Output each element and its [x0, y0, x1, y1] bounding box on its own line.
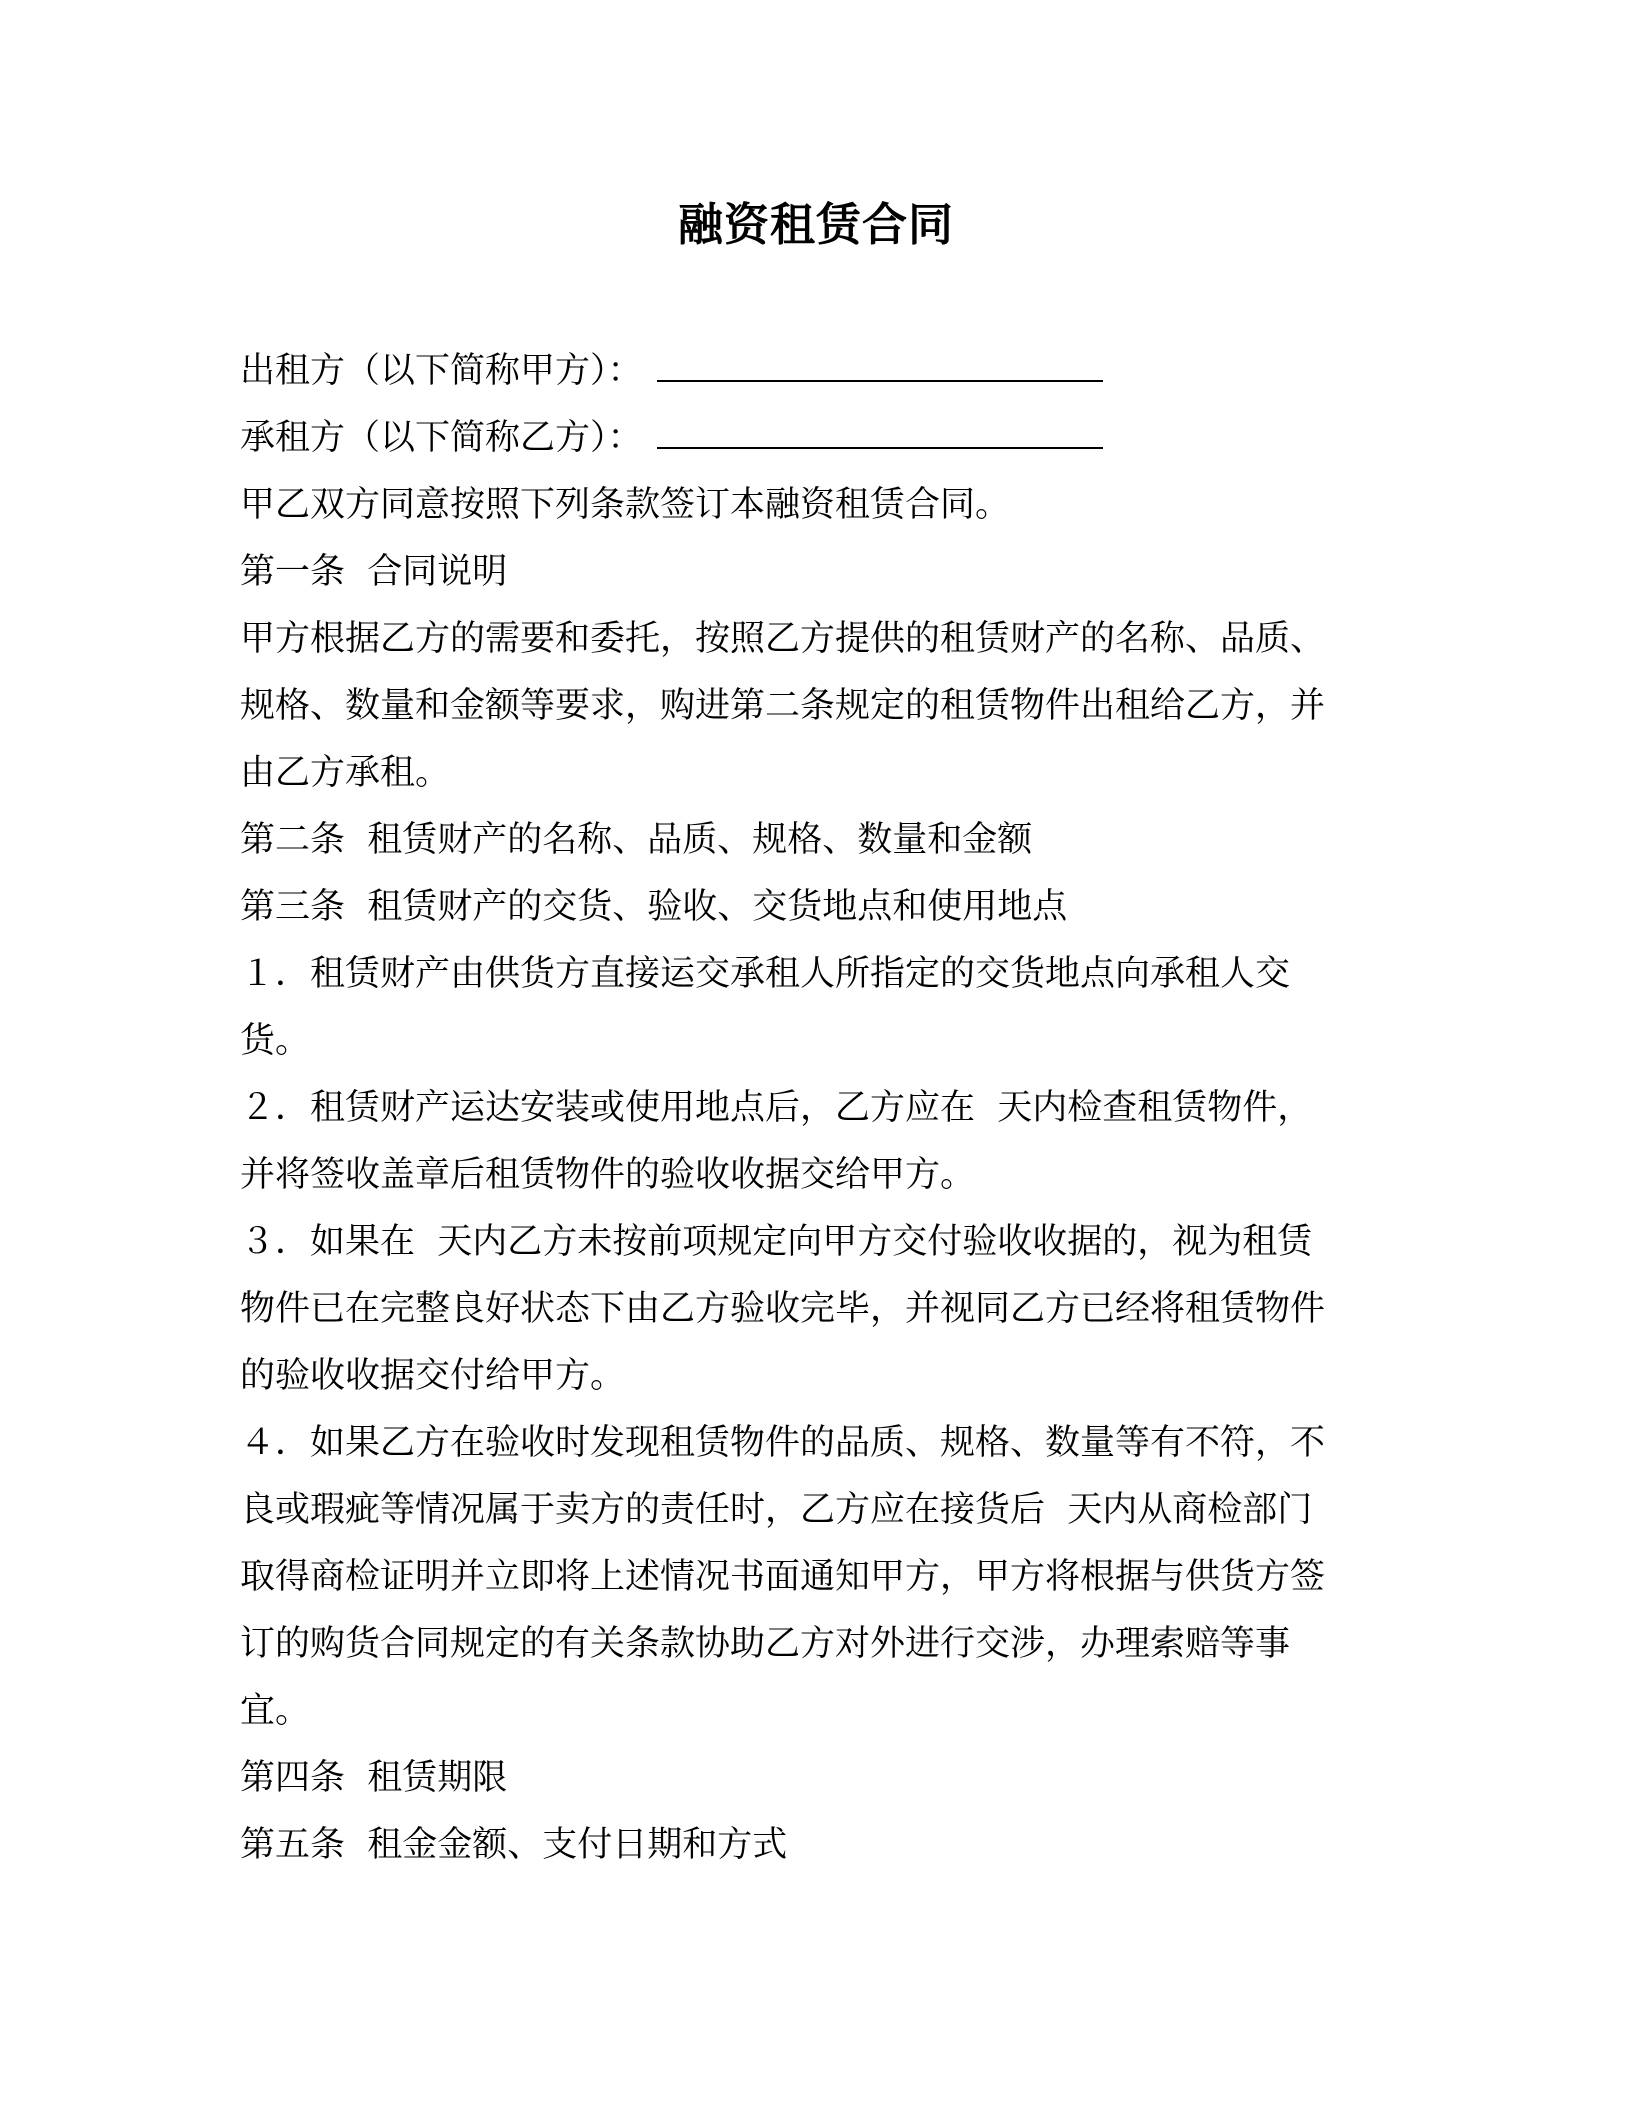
intro-line: 甲乙双方同意按照下列条款签订本融资租赁合同。 [240, 485, 1011, 525]
lessee-blank [657, 407, 1103, 449]
body-line: 第五条 租金金额、支付日期和方式 [240, 1825, 788, 1865]
body-line: 第四条 租赁期限 [240, 1758, 508, 1798]
body-line: ４．如果乙方在验收时发现租赁物件的品质、规格、数量等有不符，不 [240, 1423, 1326, 1463]
body-line: 物件已在完整良好状态下由乙方验收完毕，并视同乙方已经将租赁物件 [240, 1289, 1326, 1329]
body-line: ２．租赁财产运达安装或使用地点后，乙方应在 天内检查租赁物件， [240, 1088, 1313, 1128]
body-line: 货。 [240, 1021, 311, 1061]
body-line: 由乙方承租。 [240, 753, 451, 793]
body-line: 宜。 [240, 1691, 311, 1731]
body-line: １．租赁财产由供货方直接运交承租人所指定的交货地点向承租人交 [240, 954, 1291, 994]
body-line: 第一条 合同说明 [240, 552, 508, 592]
lessor-label: 出租方（以下简称甲方）： [240, 351, 643, 391]
lessee-line [240, 405, 1400, 472]
lessor-blank [657, 340, 1103, 382]
body-line: 良或瑕疵等情况属于卖方的责任时，乙方应在接货后 天内从商检部门 [240, 1490, 1313, 1530]
document-body [240, 338, 1400, 1879]
document-title: 融资租赁合同 [677, 198, 954, 251]
body-line: 的验收收据交付给甲方。 [240, 1356, 626, 1396]
body-line: 第三条 租赁财产的交货、验收、交货地点和使用地点 [240, 887, 1068, 927]
body-line: 并将签收盖章后租赁物件的验收收据交给甲方。 [240, 1155, 976, 1195]
body-line: 订的购货合同规定的有关条款协助乙方对外进行交涉，办理索赔等事 [240, 1624, 1291, 1664]
lessor-line [240, 338, 1400, 405]
body-line: 取得商检证明并立即将上述情况书面通知甲方，甲方将根据与供货方签 [240, 1557, 1326, 1597]
lessee-label: 承租方（以下简称乙方）： [240, 418, 643, 458]
body-line: ３．如果在 天内乙方未按前项规定向甲方交付验收收据的，视为租赁 [240, 1222, 1313, 1262]
body-line: 第二条 租赁财产的名称、品质、规格、数量和金额 [240, 820, 1033, 860]
body-line: 甲方根据乙方的需要和委托，按照乙方提供的租赁财产的名称、品质、 [240, 619, 1326, 659]
body-line: 规格、数量和金额等要求，购进第二条规定的租赁物件出租给乙方，并 [240, 686, 1326, 726]
